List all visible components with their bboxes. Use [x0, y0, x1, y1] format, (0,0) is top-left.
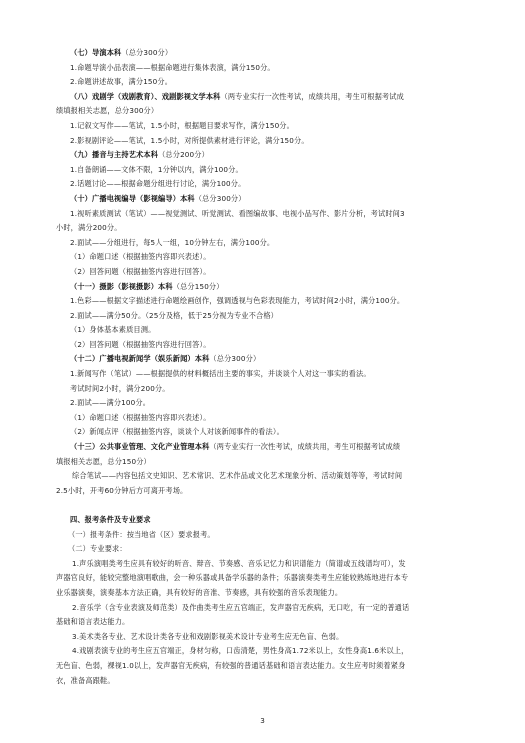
line-text: 无色盲、色弱，裸视1.0以上，发声器官无疾病，有较强的普通话基础和语言表达能力。女生应考时须着紧身 [56, 660, 406, 670]
text-line [56, 221, 486, 236]
text-line [56, 177, 486, 192]
section-heading-line [56, 192, 486, 207]
line-text: 1.色彩——根据文字描述进行命题绘画创作，强调透视与色彩表现能力，考试时间2小时，满分100分。 [70, 296, 405, 306]
section-note: （两专业实行一次性考试，成绩共用，考生可根据考试成绩 [209, 442, 401, 452]
section-note: （总分150分） [172, 281, 224, 291]
paragraph-gap [56, 498, 486, 513]
text-line [56, 163, 486, 178]
section-note: （总分300分） [209, 354, 261, 364]
section-note: （总分200分） [158, 150, 209, 160]
text-line [56, 601, 486, 616]
section-heading-line [56, 352, 486, 367]
text-line [56, 630, 486, 645]
section-heading: （十三）公共事业管理、文化产业管理本科 [70, 442, 210, 452]
text-line [56, 104, 486, 119]
text-line [56, 134, 486, 149]
text-line [56, 469, 486, 484]
line-text: （一）报考条件：按当地省（区）要求报考。 [68, 529, 215, 539]
section-heading: （九）播音与主持艺术本科 [70, 150, 159, 160]
line-text: 绩填报相关志愿，总分300分） [56, 106, 159, 116]
line-text: 衣，准备高跟鞋。 [56, 675, 115, 685]
line-text: 2.面试——分组进行，每5人一组，10分钟左右，满分100分。 [70, 237, 275, 247]
line-text: （1）命题口述（根据抽签内容即兴表述）。 [70, 412, 211, 422]
text-line [56, 382, 486, 397]
text-line [56, 309, 486, 324]
text-line [56, 75, 486, 90]
line-text: 3.美术类各专业、艺术设计类各专业和戏剧影视美术设计专业考生应无色盲、色弱。 [72, 631, 344, 641]
document-body [56, 46, 486, 688]
line-text: 2.影视剧评论——笔试，1.5小时，对所提供素材进行评论，满分150分。 [70, 135, 309, 145]
line-text: 2.面试——满分50分。（25分及格，低于25分视为专业不合格） [70, 310, 278, 320]
section-heading-line [56, 440, 486, 455]
line-text: 2.面试——满分100分。 [70, 398, 151, 408]
line-text: 声器官良好，能较完整地演唱歌曲，会一种乐器或具备学乐器的条件；乐器演奏类考生应能较熟练地进行本专 [56, 573, 409, 583]
line-text: 基础和语言表达能力。 [56, 617, 130, 627]
text-line [56, 294, 486, 309]
text-line [56, 425, 486, 440]
text-line [56, 61, 486, 76]
section-note: （总分300分） [194, 193, 246, 203]
text-line [56, 615, 486, 630]
line-text: 综合笔试——内容包括文史知识、艺术常识、艺术作品或文化艺术现象分析、活动策划等等，考试时间 [72, 471, 403, 481]
text-line [56, 528, 486, 543]
line-text: 2.音乐学（含专业表演及师范类）及作曲类考生应五官端正，发声器官无疾病，无口吃，有一定的普通话 [72, 602, 410, 612]
line-text: 2.话题讨论——根据命题分组进行讨论，满分100分。 [70, 179, 246, 189]
text-line [56, 411, 486, 426]
text-line [56, 586, 486, 601]
section-heading-line [56, 280, 486, 295]
line-text: （2）回答问题（根据抽签内容进行回答）。 [70, 266, 211, 276]
text-line [56, 484, 486, 499]
section-heading: （八）戏剧学（戏剧教育）、戏剧影视文学本科 [70, 91, 221, 101]
line-text: 1.命题导演小品表演——根据命题进行集体表演，满分150分。 [70, 62, 275, 72]
line-text: （2）新闻点评（根据抽签内容，谈谈个人对该新闻事件的看法）。 [70, 427, 284, 437]
line-text: （二）专业要求： [68, 544, 127, 554]
line-text: 填报相关志愿，总分150分） [56, 456, 151, 466]
line-text: 1.自备朗诵——文体不限，1分钟以内，满分100分。 [70, 164, 243, 174]
line-text: 业乐器演奏，演奏基本方法正确，具有较好的音准、节奏感，具有较强的音乐表现能力。 [56, 587, 343, 597]
line-text: 4.戏剧表演专业的考生应五官端正，身材匀称，口齿清楚，男性身高1.72米以上，女性身高1.6米以上， [72, 646, 409, 656]
text-line [56, 571, 486, 586]
text-line [56, 250, 486, 265]
page-number: 3 [260, 716, 265, 725]
section-heading-line [56, 90, 486, 105]
section-note: （两专业实行一次性考试，成绩共用，考生可根据考试成 [220, 91, 404, 101]
line-text: （1）命题口述（根据抽签内容即兴表述）。 [70, 252, 211, 262]
text-line [56, 367, 486, 382]
text-line [56, 207, 486, 222]
text-line [56, 674, 486, 689]
line-text: 考试时间2小时，满分200分。 [70, 383, 170, 393]
text-line [56, 323, 486, 338]
section-heading-line [56, 513, 486, 528]
section-heading: （十一）摄影（影视摄影）本科 [70, 281, 173, 291]
line-text: 2.5小时，开考60分钟后方可离开考场。 [56, 485, 188, 495]
section-heading-line [56, 148, 486, 163]
line-text: 1.声乐演唱类考生应具有较好的听音、辩音、节奏感、音乐记忆力和识谱能力（简谱或五线谱均可），发 [72, 558, 406, 568]
line-text: 1.视听素质测试（笔试）——视觉测试、听觉测试、看图编故事、电视小品写作、影片分析，考试时间3 [70, 208, 405, 218]
line-text: （2）回答问题（根据抽签内容进行回答）。 [70, 339, 211, 349]
section-heading: 四、报考条件及专业要求 [70, 515, 151, 524]
text-line [56, 338, 486, 353]
line-text: 小时，满分200分。 [56, 223, 122, 233]
text-line [56, 455, 486, 470]
section-heading-line [56, 46, 486, 61]
section-heading: （十二）广播电视新闻学（娱乐新闻）本科 [70, 354, 210, 364]
text-line [56, 644, 486, 659]
text-line [56, 396, 486, 411]
line-text: 2.命题讲述故事，满分150分。 [70, 77, 173, 87]
text-line [56, 119, 486, 134]
text-line [56, 557, 486, 572]
line-text: 1.新闻写作（笔试）——根据提供的材料概括出主要的事实，并谈谈个人对这一事实的看法。 [70, 369, 371, 379]
text-line [56, 542, 486, 557]
section-note: （总分300分） [121, 48, 173, 57]
line-text: （1）身体基本素质目测。 [70, 325, 156, 335]
text-line [56, 659, 486, 674]
text-line [56, 236, 486, 251]
section-heading: （七）导演本科 [70, 48, 122, 57]
section-heading: （十）广播电视编导（影视编导）本科 [70, 193, 195, 203]
line-text: 1.记叙文写作——笔试，1.5小时，根据题目要求写作，满分150分。 [70, 120, 294, 130]
text-line [56, 265, 486, 280]
